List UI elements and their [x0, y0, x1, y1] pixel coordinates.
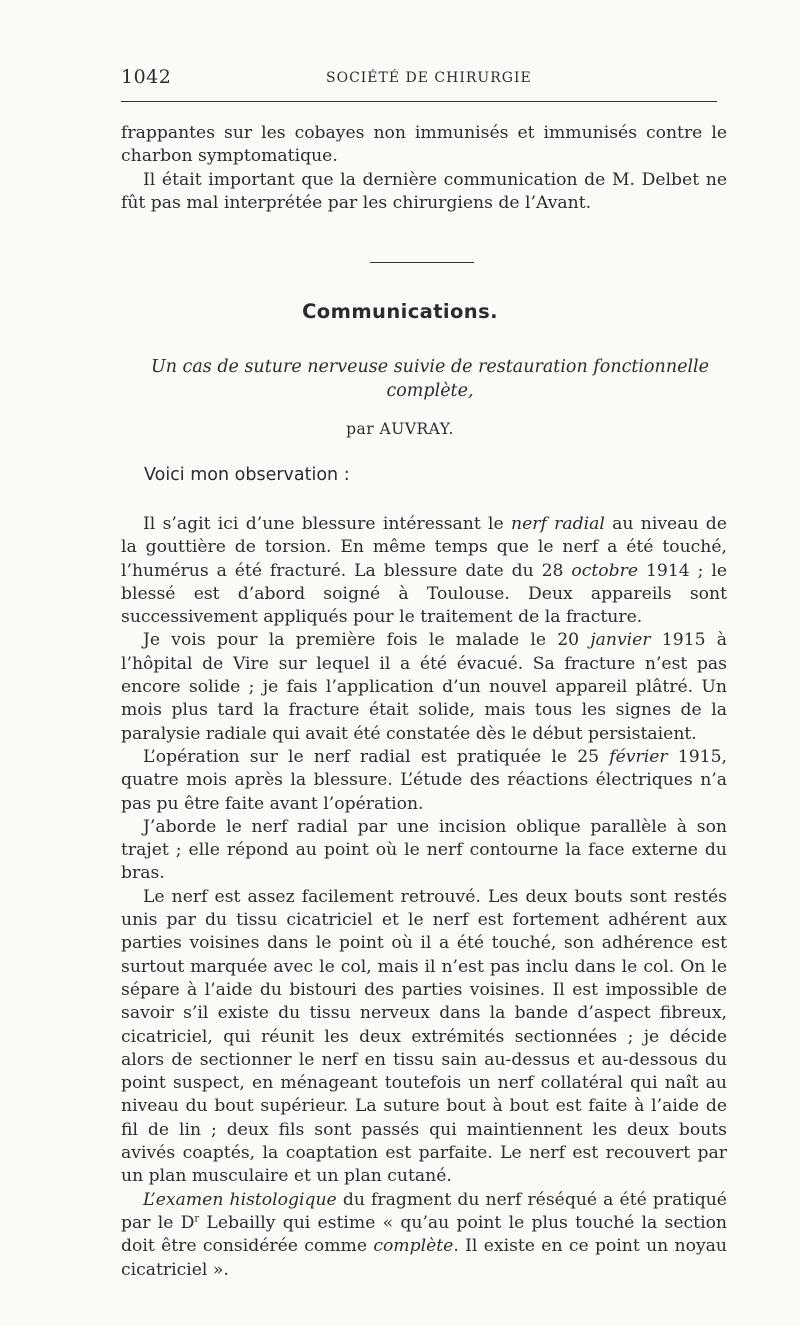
- paragraph-text: . Il existe en ce point un noyau cicatriciel ».: [121, 1236, 727, 1280]
- italic-text: février: [609, 746, 668, 767]
- page-header: [121, 66, 717, 90]
- running-title: SOCIÉTÉ DE CHIRURGIE: [326, 70, 532, 86]
- body-paragraph: [121, 746, 727, 816]
- header-rule: [121, 101, 717, 102]
- top-paragraph: Il était important que la dernière communication de M. Delbet ne fût pas mal interprétée par les chirurgiens de l’Avant.: [121, 169, 727, 213]
- body-paragraph: [121, 816, 727, 886]
- italic-text: L’examen histologique: [143, 1189, 337, 1210]
- paragraph-text: du fragment du nerf réséqué a été pratiqué par le D: [121, 1189, 727, 1233]
- superscript-text: r: [194, 1213, 200, 1225]
- italic-text: complète: [373, 1236, 454, 1257]
- section-divider: [370, 262, 474, 263]
- body-paragraph: [121, 513, 727, 629]
- paragraph-text: 1914 ; le blessé est d’abord soigné à Toulouse. Deux appareils sont successivement appliqués pour le traitement de la fracture.: [121, 560, 728, 628]
- paragraph-text: Lebailly qui estime « qu’au point le plus touché la section doit être considérée comme: [121, 1212, 727, 1257]
- paragraph-text: J’aborde le nerf radial par une incision oblique parallèle à son trajet ; elle répond au point où le nerf contourne la face externe du bras.: [121, 816, 727, 884]
- article-title: Un cas de suture nerveuse suivie de restauration fonctionnelle complète,: [150, 357, 710, 401]
- paragraph-text: L’opération sur le nerf radial est pratiquée le 25: [143, 746, 610, 767]
- body-paragraph: [121, 1189, 727, 1282]
- article-intro: Voici mon observation :: [144, 465, 350, 485]
- body-paragraph: [121, 629, 727, 745]
- paragraph-text: au niveau de la gouttière de torsion. En même temps que le nerf a été touché, l’humérus a été fracturé. La blessure date du 28: [121, 514, 727, 581]
- paragraph-text: Il s’agit ici d’une blessure intéressant le: [143, 514, 512, 534]
- paragraph-text: 1915 à l’hôpital de Vire sur lequel il a été évacué. Sa fracture n’est pas encore solide ; je fais l’application d’un nouvel appareil plâtré. Un mois plus tard la fracture était solide, mais tous les signes de la paralysie radiale qui avait été constatée dès le début persistaient.: [121, 630, 727, 744]
- body-paragraph: [121, 886, 727, 1189]
- italic-text: octobre: [571, 560, 639, 581]
- page-number: 1042: [121, 66, 172, 88]
- top-text-block: [121, 122, 727, 215]
- paragraph-text: 1915, quatre mois après la blessure. L’étude des réactions électriques n’a pas pu être faite avant l’opération.: [121, 746, 727, 814]
- paragraph-text: Le nerf est assez facilement retrouvé. Les deux bouts sont restés unis par du tissu cicatriciel et le nerf est fortement adhérent aux parties voisines dans le point où il a été touché, son adhérence est surtout marquée avec le col, mais il n’est pas inclu dans le col. On le sépare à l’aide du bistouri des parties voisines. Il est impossible de savoir s’il existe du tissu nerveux dans la bande d’aspect fibreux, cicatriciel, qui réunit les deux extrémités sectionnées ; je décide alors de sectionner le nerf en tissu sain au-dessus et au-dessous du point suspect, en ménageant toutefois un nerf collatéral qui naît au niveau du bout supérieur. La suture bout à bout est faite à l’aide de fil de lin ; deux fils sont passés qui maintiennent les deux bouts avivés coaptés, la coaptation est parfaite. Le nerf est recouvert par un plan musculaire et un plan cutané.: [121, 886, 727, 1187]
- paragraph-text: Je vois pour la première fois le malade le 20: [143, 630, 591, 651]
- italic-text: nerf radial: [511, 514, 605, 534]
- top-paragraph: frappantes sur les cobayes non immunisés et immunisés contre le charbon symptomatique.: [121, 123, 727, 167]
- section-title: Communications.: [302, 300, 498, 323]
- article-body: [121, 513, 727, 1282]
- italic-text: janvier: [590, 630, 651, 651]
- article-author: par AUVRAY.: [346, 420, 454, 438]
